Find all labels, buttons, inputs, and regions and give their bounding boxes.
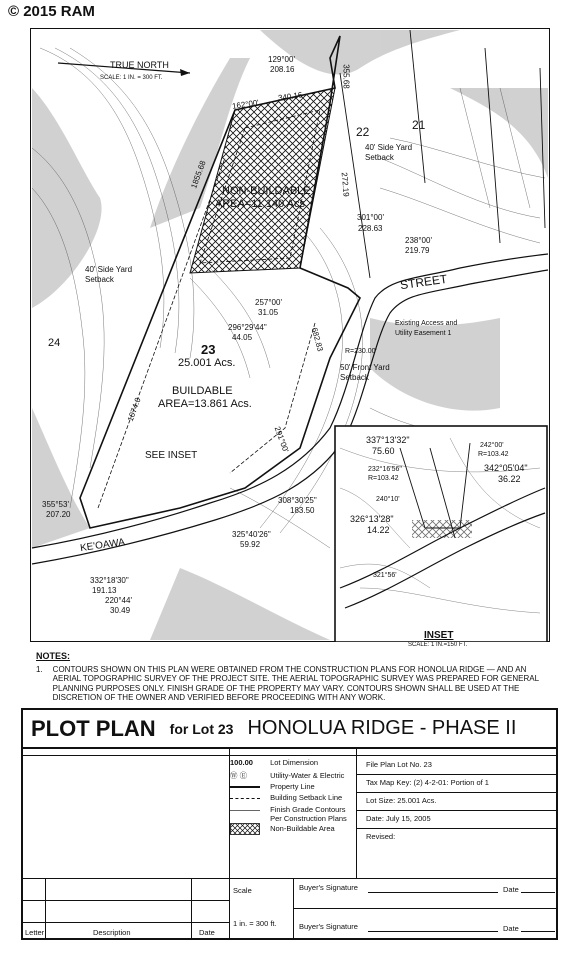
inset-distance-label: 36.22 [498,474,521,484]
signature-line [521,892,555,893]
inset-bearing-label: 342°05'04" [484,463,528,473]
bearing-label: 332°18'30" [90,576,129,585]
distance-label: 30.49 [110,606,131,615]
inset-bearing-label: 326°13'28" [350,514,394,524]
street-label: STREET [399,271,449,293]
distance-label: 1855.68 [189,159,208,190]
true-north-label: TRUE NORTH [110,60,169,70]
legend-label: Property Line [270,782,315,791]
grid-line [356,747,357,879]
inset-bearing-label: 232°16'56" [368,466,402,473]
inset-distance-label: R=103.42 [368,475,399,482]
distance-label: 355.68 [341,64,351,89]
bearing-label: 162°00' [231,98,260,111]
date-field: Date: July 15, 2005 [366,814,431,823]
notes-section [36,652,556,703]
bearing-label: 257°00' [255,298,282,307]
easement-label: Utility Easement 1 [395,330,452,337]
distance-label: 207.20 [46,510,71,519]
scale-value: 1 in. = 300 ft. [233,919,277,928]
inset-title: INSET [424,630,454,641]
utility-icon: Ⓦ Ⓔ [230,771,248,780]
setback-label: Setback [340,373,369,382]
signature-line [368,892,498,893]
buyer-signature-label: Buyer's Signature [299,883,358,892]
inset-bearing-label: 337°13'32" [366,435,410,445]
tmk-field: Tax Map Key: (2) 4-2-01: Portion of 1 [366,778,489,787]
buildable-label: BUILDABLE [172,385,233,397]
lot-22-label: 22 [356,125,370,139]
legend-property-line [230,782,315,791]
grid-line [191,878,192,939]
inset-distance-label: 75.60 [372,446,395,456]
inset-distance-label: 14.22 [367,525,390,535]
distance-label: 208.16 [270,65,295,74]
notes-header: NOTES: [36,651,71,661]
legend-utility [230,770,344,781]
distance-label: 228.63 [358,224,383,233]
inset-bearing-label: 240°10' [376,496,400,503]
grid-line [356,792,558,793]
legend-dimension [230,758,318,767]
title-row [23,710,556,749]
legend-contours [230,805,347,823]
title-block [21,708,558,940]
grid-line [356,810,558,811]
buyer-signature-label: Buyer's Signature [299,922,358,931]
bearing-label: 291°00' [272,425,291,454]
grid-line [293,908,558,909]
legend-non-buildable [230,823,335,835]
lot-21-label: 21 [412,118,426,132]
inset-bearing-label: 321°56' [373,572,397,579]
legend-label: Finish Grade Contours [270,805,346,814]
inset-bearing-label: 242°00' [480,442,504,449]
lot-size-field: Lot Size: 25.001 Acs. [366,796,437,805]
project-title: HONOLUA RIDGE - PHASE II [247,717,517,739]
scale-label: Scale [233,886,252,895]
distance-label: 183.50 [290,506,315,515]
buildable-area-label: AREA=13.861 Acs. [158,398,252,410]
revised-field: Revised: [366,832,396,841]
bearing-label: 129°00' [268,55,295,64]
inset-distance-label: R=103.42 [478,451,509,458]
distance-label: 219.79 [405,246,430,255]
lot-number-label: 23 [201,342,216,357]
col-date-header: Date [199,928,215,937]
copyright-label: © 2015 RAM [8,3,95,20]
property-line-icon [230,786,260,788]
see-inset-label: SEE INSET [145,450,198,461]
access-label: Existing Access and [395,320,458,327]
grid-line [23,755,556,756]
distance-label: 340.16 [277,90,303,103]
legend-sample: 100.00 [230,758,253,767]
setback-line-icon [230,798,260,799]
date-label: Date [503,885,519,894]
date-label: Date [503,924,519,933]
grid-line [23,900,229,901]
legend-label: Utility-Water & Electric [270,771,345,780]
bearing-label: 220°44' [105,596,132,605]
front-yard-label: 50' Front Yard [340,363,390,372]
inset-scale-label: SCALE: 1 IN.=150 FT. [408,642,468,648]
non-buildable-area-label: AREA=11.140 Acs. [215,198,309,210]
distance-label: 59.92 [240,540,261,549]
map-scale-label: SCALE: 1 IN. = 300 FT. [100,75,163,81]
setback-label: Setback [365,153,394,162]
col-letter-header: Letter [25,928,45,937]
grid-line [23,878,556,879]
distance-label: 272.19 [339,171,351,198]
plot-plan-title: PLOT PLAN [31,715,156,741]
signature-line [521,931,555,932]
distance-label: 31.05 [258,308,279,317]
legend-label: Building Setback Line [270,793,343,802]
bearing-label: 355°53' [42,500,69,509]
note-text: CONTOURS SHOWN ON THIS PLAN WERE OBTAINED FROM THE CONSTRUCTION PLANS FOR HONOLUA RIDGE — AND AN AERIAL TOPOGRAPHIC SURVEY OF THE PROJECT SITE. THE AERIAL TOPOGRAPHIC SURVEY WAS PREPARED FOR GENERAL PLANNING PURPOSES ONLY. FINISH GRADE OF THE PROPERTY MAY VARY. CONTOURS SHOWN SHALL BE USED AT THE DISCRETION OF THE OWNER AND VERIFIED BEFORE PROCEEDING WITH ANY WORK. [52,664,539,702]
col-description-header: Description [93,928,131,937]
file-plan-field: File Plan Lot No. 23 [366,760,432,769]
lot-24-label: 24 [48,337,61,349]
setback-label: Setback [85,275,114,284]
legend-label: Lot Dimension [270,758,319,767]
legend-label: Non-Buildable Area [270,823,335,833]
bearing-label: 238°00' [405,236,432,245]
distance-label: 44.05 [232,333,253,342]
bearing-label: 325°40'26" [232,530,271,539]
grid-line [23,922,229,923]
lot-area-label: 25.001 Acs. [178,357,236,369]
hatch-icon [230,823,260,835]
non-buildable-label: NON-BUILDABLE [222,185,311,197]
side-yard-label: 40' Side Yard [365,143,413,152]
bearing-label: 301°00' [357,213,384,222]
distance-label: 682.83 [309,326,325,353]
grid-line [45,878,46,939]
bearing-label: 308°30'25" [278,496,317,505]
legend-setback-line [230,793,342,802]
legend-label: Per Construction Plans [270,814,347,823]
side-yard-label: 40' Side Yard [85,265,133,274]
contour-line-icon [230,810,260,811]
signature-line [368,931,498,932]
grid-line [356,774,558,775]
distance-label: 191.13 [92,586,117,595]
lot-title: for Lot 23 [169,720,234,737]
bearing-label: 296°29'44" [228,323,267,332]
street-label: KE'OAWA [79,536,126,555]
curve-label: R=230.00' [345,348,377,355]
note-number: 1. [36,664,43,674]
distance-label: 1074.0 [125,396,143,423]
grid-line [356,828,558,829]
